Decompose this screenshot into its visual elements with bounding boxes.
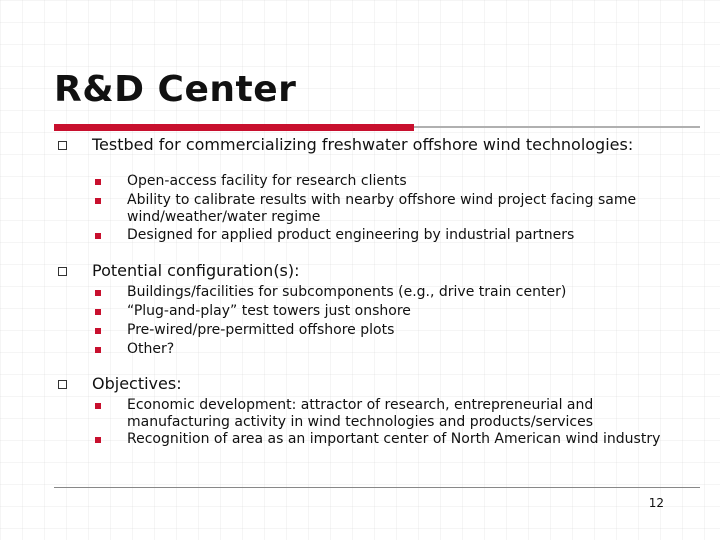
section-heading-testbed: Testbed for commercializing freshwater offshore wind technologies: [92, 135, 634, 154]
list-item: Other? [127, 341, 175, 357]
list-item: Ability to calibrate results with nearby offshore wind project facing same wind/weather/water regime [127, 192, 637, 225]
list-item: Open-access facility for research clients [127, 173, 407, 189]
hollow-square-bullet-icon [58, 141, 67, 150]
list-item: Recognition of area as an important center of North American wind industry [127, 431, 661, 447]
footer-rule [54, 487, 700, 488]
square-bullet-icon [95, 198, 101, 204]
hollow-square-bullet-icon [58, 380, 67, 389]
square-bullet-icon [95, 403, 101, 409]
list-item: Economic development: attractor of research, entrepreneurial and manufacturing activity in wind technologies and products/services [127, 397, 594, 430]
square-bullet-icon [95, 290, 101, 296]
square-bullet-icon [95, 347, 101, 353]
section-heading-configuration: Potential configuration(s): [92, 261, 300, 280]
square-bullet-icon [95, 179, 101, 185]
hollow-square-bullet-icon [58, 267, 67, 276]
slide-title: R&D Center [54, 69, 297, 110]
section-heading-objectives: Objectives: [92, 374, 182, 393]
list-item: “Plug-and-play” test towers just onshore [127, 303, 411, 319]
list-item: Buildings/facilities for subcomponents (e.g., drive train center) [127, 284, 567, 300]
square-bullet-icon [95, 437, 101, 443]
list-item: Pre-wired/pre-permitted offshore plots [127, 322, 395, 338]
page-number: 12 [648, 496, 664, 510]
square-bullet-icon [95, 328, 101, 334]
square-bullet-icon [95, 309, 101, 315]
list-item: Designed for applied product engineering by industrial partners [127, 227, 575, 243]
square-bullet-icon [95, 233, 101, 239]
